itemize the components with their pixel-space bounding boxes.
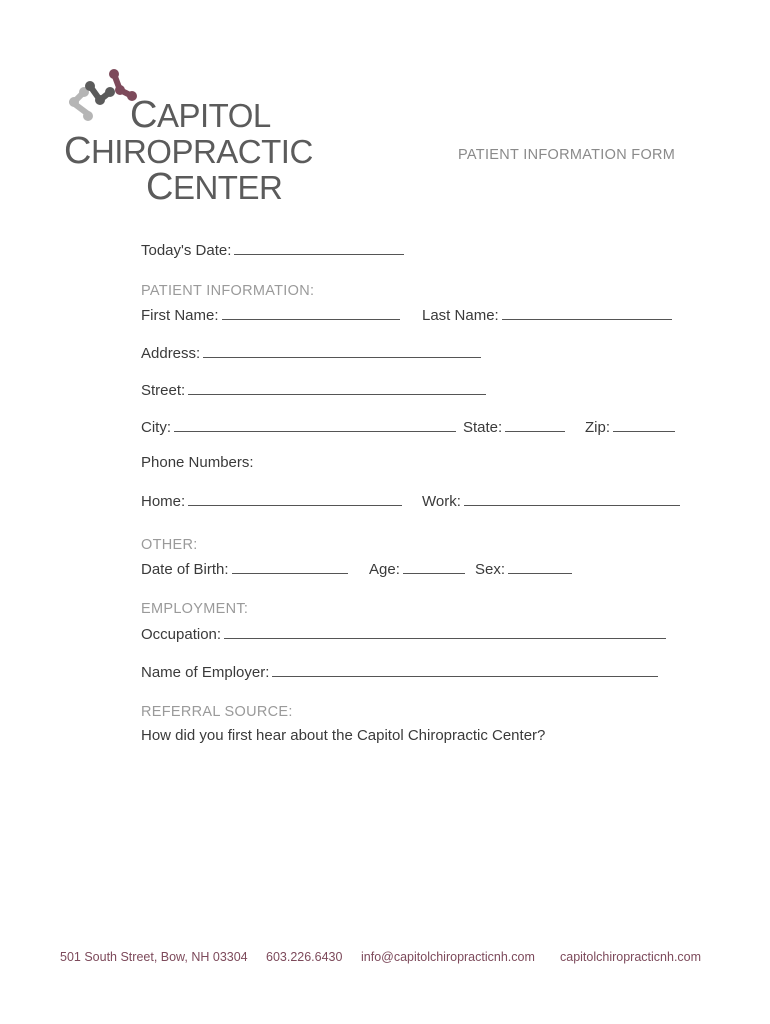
last-name-field[interactable]: Last Name: <box>422 305 672 324</box>
section-referral-source: REFERRAL SOURCE: <box>141 704 293 720</box>
state-field[interactable]: State: <box>463 417 565 436</box>
state-line[interactable] <box>505 417 565 432</box>
work-phone-field[interactable]: Work: <box>422 491 680 510</box>
occupation-field[interactable]: Occupation: <box>141 624 666 643</box>
zip-field[interactable]: Zip: <box>585 417 675 436</box>
logo-line-3: CENTER <box>146 166 283 208</box>
footer-website[interactable]: capitolchiropracticnh.com <box>560 950 702 964</box>
date-of-birth-field[interactable]: Date of Birth: <box>141 559 348 578</box>
city-field[interactable]: City: <box>141 417 456 436</box>
phone-numbers-label: Phone Numbers: <box>141 454 254 471</box>
employer-line[interactable] <box>272 662 658 677</box>
footer-address: 501 South Street, Bow, NH 03304 <box>60 950 248 964</box>
home-phone-line[interactable] <box>188 491 402 506</box>
logo-line-2: CHIROPRACTIC <box>64 130 313 172</box>
section-employment: EMPLOYMENT: <box>141 601 249 617</box>
address-field[interactable]: Address: <box>141 343 481 362</box>
logo-line-1: CAPITOL <box>130 94 271 136</box>
last-name-line[interactable] <box>502 305 672 320</box>
footer-email[interactable]: info@capitolchiropracticnh.com <box>361 950 535 964</box>
occupation-line[interactable] <box>224 624 666 639</box>
work-phone-line[interactable] <box>464 491 680 506</box>
first-name-field[interactable]: First Name: <box>141 305 400 324</box>
footer-phone: 603.226.6430 <box>266 950 343 964</box>
age-field[interactable]: Age: <box>369 559 465 578</box>
section-patient-information: PATIENT INFORMATION: <box>141 283 315 299</box>
street-line[interactable] <box>188 380 486 395</box>
city-line[interactable] <box>174 417 456 432</box>
zip-line[interactable] <box>613 417 675 432</box>
todays-date-field[interactable]: Today's Date: <box>141 240 404 259</box>
sex-field[interactable]: Sex: <box>475 559 572 578</box>
address-line[interactable] <box>203 343 481 358</box>
referral-question: How did you first hear about the Capitol Chiropractic Center? <box>141 727 546 744</box>
employer-field[interactable]: Name of Employer: <box>141 662 658 681</box>
date-of-birth-line[interactable] <box>232 559 348 574</box>
street-field[interactable]: Street: <box>141 380 486 399</box>
age-line[interactable] <box>403 559 465 574</box>
home-phone-field[interactable]: Home: <box>141 491 402 510</box>
logo <box>62 64 313 208</box>
todays-date-line[interactable] <box>234 240 404 255</box>
section-other: OTHER: <box>141 537 198 553</box>
first-name-line[interactable] <box>222 305 400 320</box>
sex-line[interactable] <box>508 559 572 574</box>
form-title: PATIENT INFORMATION FORM <box>458 147 676 163</box>
